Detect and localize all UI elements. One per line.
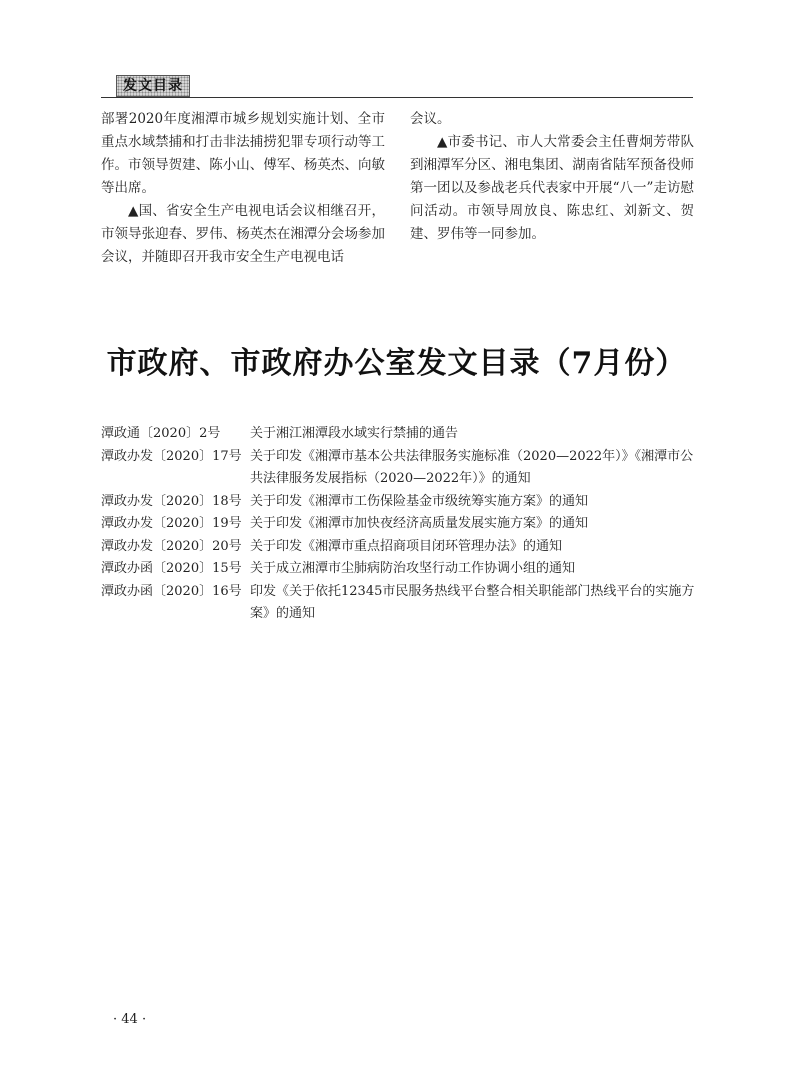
document-row xyxy=(101,446,696,491)
news-paragraph: ▲市委书记、市人大常委会主任曹炯芳带队到湘潭军分区、湘电集团、湖南省陆军预备役师第一团以及参战老兵代表家中开展“八一”走访慰问活动。市领导周放良、陈忠红、刘新文、贺建、罗伟等一同参加。 xyxy=(410,134,694,242)
document-row xyxy=(101,536,696,559)
header-divider xyxy=(101,97,693,98)
document-row xyxy=(101,558,696,581)
document-number: 潭政通〔2020〕2号 xyxy=(101,426,221,441)
document-title: 关于成立湘潭市尘肺病防治攻坚行动工作协调小组的通知 xyxy=(250,561,576,576)
news-paragraph: 会议。 xyxy=(410,111,451,127)
page-title: 市政府、市政府办公室发文目录（7月份） xyxy=(106,346,687,381)
document-title: 印发《关于依托12345市民服务热线平台整合相关职能部门热线平台的实施方案》的通知 xyxy=(250,583,695,621)
document-number: 潭政办发〔2020〕18号 xyxy=(101,493,242,509)
document-title: 关于印发《湘潭市工伤保险基金市级统筹实施方案》的通知 xyxy=(250,493,589,509)
document-row xyxy=(101,513,696,536)
document-title: 关于印发《湘潭市基本公共法律服务实施标准（2020—2022年）》《湘潭市公共法律服务发展指标（2020—2022年）》的通知 xyxy=(250,448,694,486)
news-paragraph: ▲国、省安全生产电视电话会议相继召开，市领导张迎春、罗伟、杨英杰在湘潭分会场参加会议，并随即召开我市安全生产电视电话 xyxy=(101,203,385,265)
news-paragraph: 部署2020年度湘潭市城乡规划实施计划、全市重点水域禁捕和打击非法捕捞犯罪专项行动等工作。市领导贺建、陈小山、傅军、杨英杰、向敏等出席。 xyxy=(101,111,385,196)
document-title: 关于印发《湘潭市加快夜经济高质量发展实施方案》的通知 xyxy=(250,516,589,531)
page-number: · 44 · xyxy=(113,1012,147,1027)
document-number: 潭政办函〔2020〕16号 xyxy=(101,583,242,599)
news-column-left xyxy=(101,108,385,269)
section-label: 发文目录 xyxy=(116,75,190,97)
document-title: 关于湘江湘潭段水域实行禁捕的通告 xyxy=(250,426,459,441)
document-row xyxy=(101,581,696,626)
document-number: 潭政办发〔2020〕19号 xyxy=(101,516,242,531)
document-row xyxy=(101,491,696,514)
news-column-right xyxy=(410,108,694,246)
document-number: 潭政办发〔2020〕17号 xyxy=(101,448,242,464)
document-row xyxy=(101,423,696,446)
document-title: 关于印发《湘潭市重点招商项目闭环管理办法》的通知 xyxy=(250,538,563,554)
document-number: 潭政办函〔2020〕15号 xyxy=(101,561,242,576)
document-list xyxy=(101,423,696,626)
document-number: 潭政办发〔2020〕20号 xyxy=(101,538,242,554)
